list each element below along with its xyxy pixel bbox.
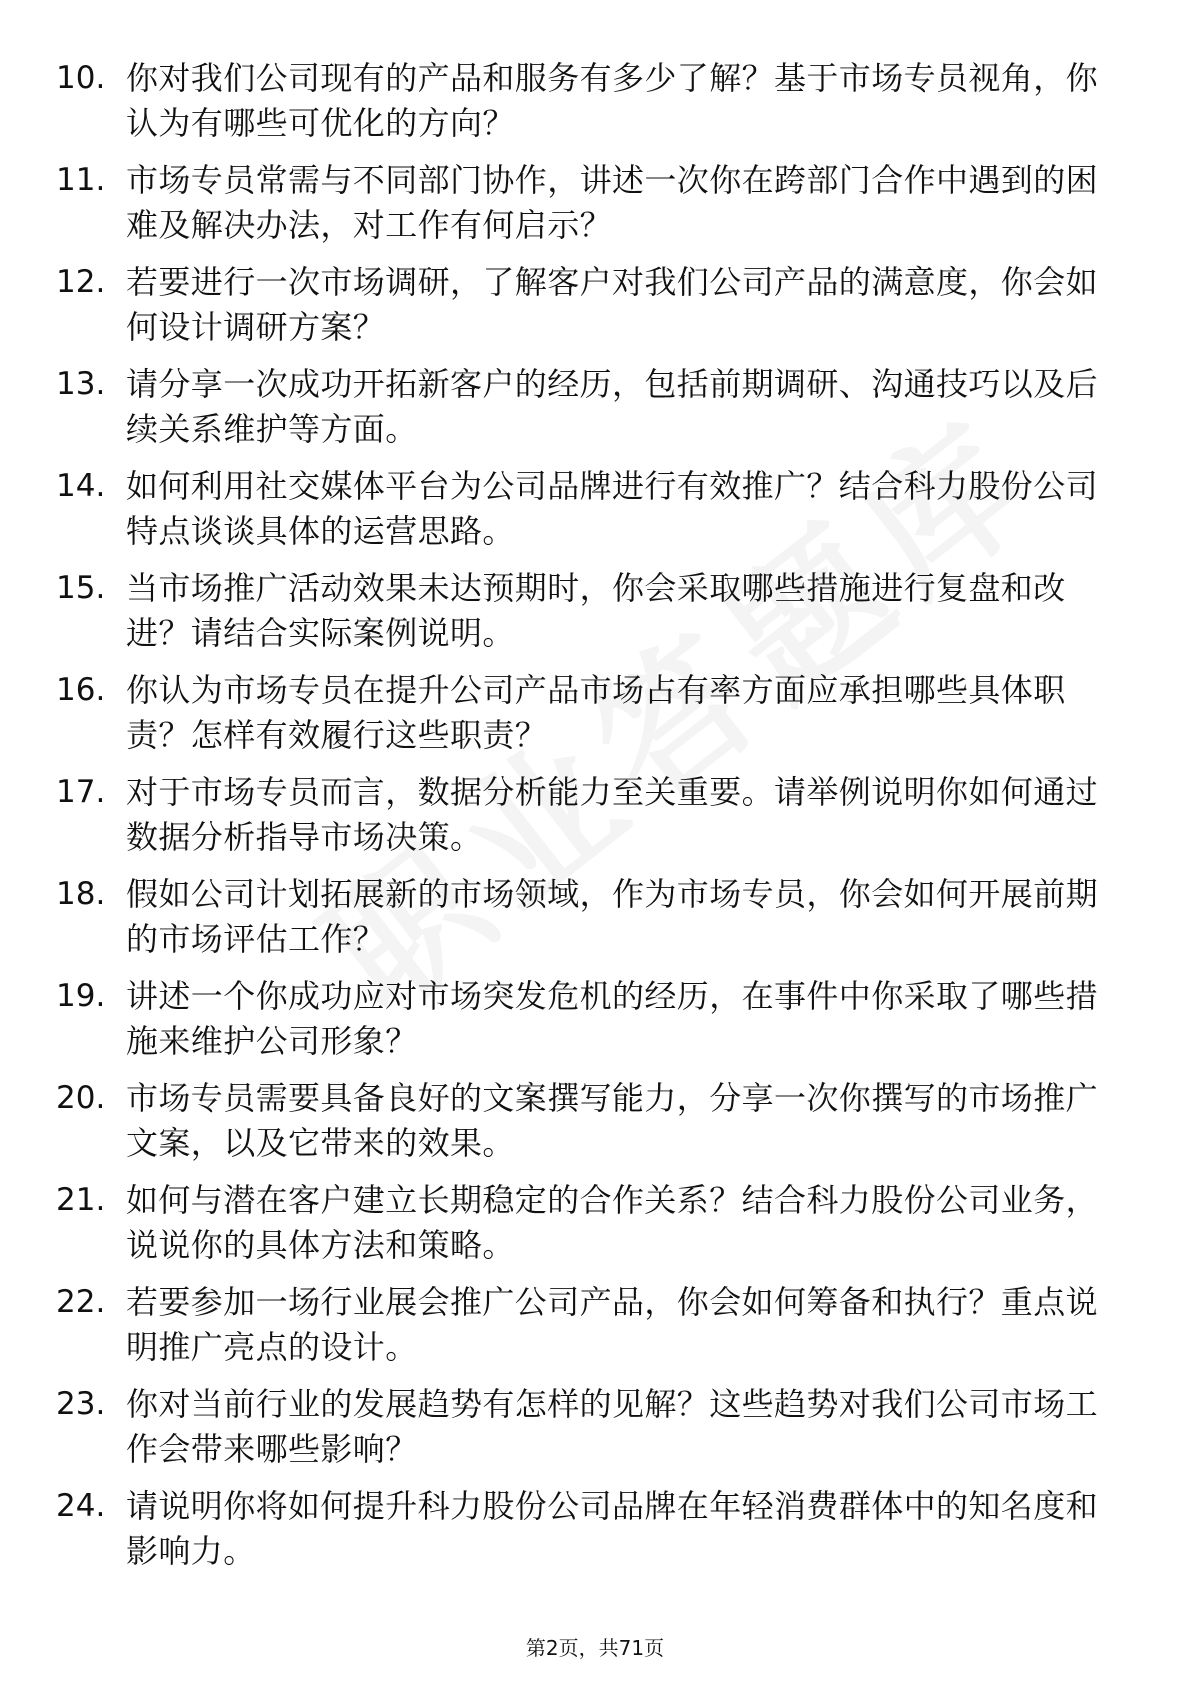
question-item	[0, 458, 1190, 560]
question-text: 你对我们公司现有的产品和服务有多少了解？基于市场专员视角，你认为有哪些可优化的方向？	[126, 59, 1099, 142]
question-text: 请说明你将如何提升科力股份公司品牌在年轻消费群体中的知名度和影响力。	[126, 1487, 1099, 1570]
question-number: 17.	[56, 774, 106, 810]
question-number: 14.	[56, 468, 106, 504]
question-text: 市场专员需要具备良好的文案撰写能力，分享一次你撰写的市场推广文案，以及它带来的效果。	[126, 1079, 1099, 1162]
question-item	[0, 152, 1190, 254]
page-number-footer: 第2页，共71页	[525, 1636, 665, 1660]
question-item	[0, 254, 1190, 356]
question-number: 16.	[56, 672, 106, 708]
question-text: 你对当前行业的发展趋势有怎样的见解？这些趋势对我们公司市场工作会带来哪些影响？	[126, 1385, 1099, 1468]
question-text: 当市场推广活动效果未达预期时，你会采取哪些措施进行复盘和改进？请结合实际案例说明。	[126, 569, 1066, 652]
question-number: 24.	[56, 1488, 106, 1524]
question-number: 20.	[56, 1080, 106, 1116]
question-item	[0, 50, 1190, 152]
question-item	[0, 662, 1190, 764]
question-text: 如何与潜在客户建立长期稳定的合作关系？结合科力股份公司业务，说说你的具体方法和策略。	[126, 1181, 1099, 1264]
question-number: 21.	[56, 1182, 106, 1218]
question-number: 22.	[56, 1284, 106, 1320]
question-item	[0, 1274, 1190, 1376]
question-number: 13.	[56, 366, 106, 402]
question-text: 如何利用社交媒体平台为公司品牌进行有效推广？结合科力股份公司特点谈谈具体的运营思路。	[126, 467, 1099, 550]
question-item	[0, 560, 1190, 662]
question-text: 对于市场专员而言，数据分析能力至关重要。请举例说明你如何通过数据分析指导市场决策。	[126, 773, 1099, 856]
question-item	[0, 1478, 1190, 1580]
question-number: 19.	[56, 978, 106, 1014]
question-item	[0, 1376, 1190, 1478]
question-number: 12.	[56, 264, 106, 300]
question-text: 假如公司计划拓展新的市场领域，作为市场专员，你会如何开展前期的市场评估工作？	[126, 875, 1099, 958]
question-text: 若要参加一场行业展会推广公司产品，你会如何筹备和执行？重点说明推广亮点的设计。	[126, 1283, 1099, 1366]
question-list	[0, 50, 1190, 1580]
question-item	[0, 764, 1190, 866]
question-text: 你认为市场专员在提升公司产品市场占有率方面应承担哪些具体职责？怎样有效履行这些职责？	[126, 671, 1066, 754]
question-number: 23.	[56, 1386, 106, 1422]
question-item	[0, 968, 1190, 1070]
question-item	[0, 866, 1190, 968]
question-text: 讲述一个你成功应对市场突发危机的经历，在事件中你采取了哪些措施来维护公司形象？	[126, 977, 1099, 1060]
question-item	[0, 356, 1190, 458]
question-text: 请分享一次成功开拓新客户的经历，包括前期调研、沟通技巧以及后续关系维护等方面。	[126, 365, 1099, 448]
question-number: 15.	[56, 570, 106, 606]
question-text: 市场专员常需与不同部门协作，讲述一次你在跨部门合作中遇到的困难及解决办法，对工作有何启示？	[126, 161, 1099, 244]
question-item	[0, 1070, 1190, 1172]
question-text: 若要进行一次市场调研，了解客户对我们公司产品的满意度，你会如何设计调研方案？	[126, 263, 1099, 346]
question-number: 18.	[56, 876, 106, 912]
question-item	[0, 1172, 1190, 1274]
question-number: 11.	[56, 162, 106, 198]
question-number: 10.	[56, 60, 106, 96]
